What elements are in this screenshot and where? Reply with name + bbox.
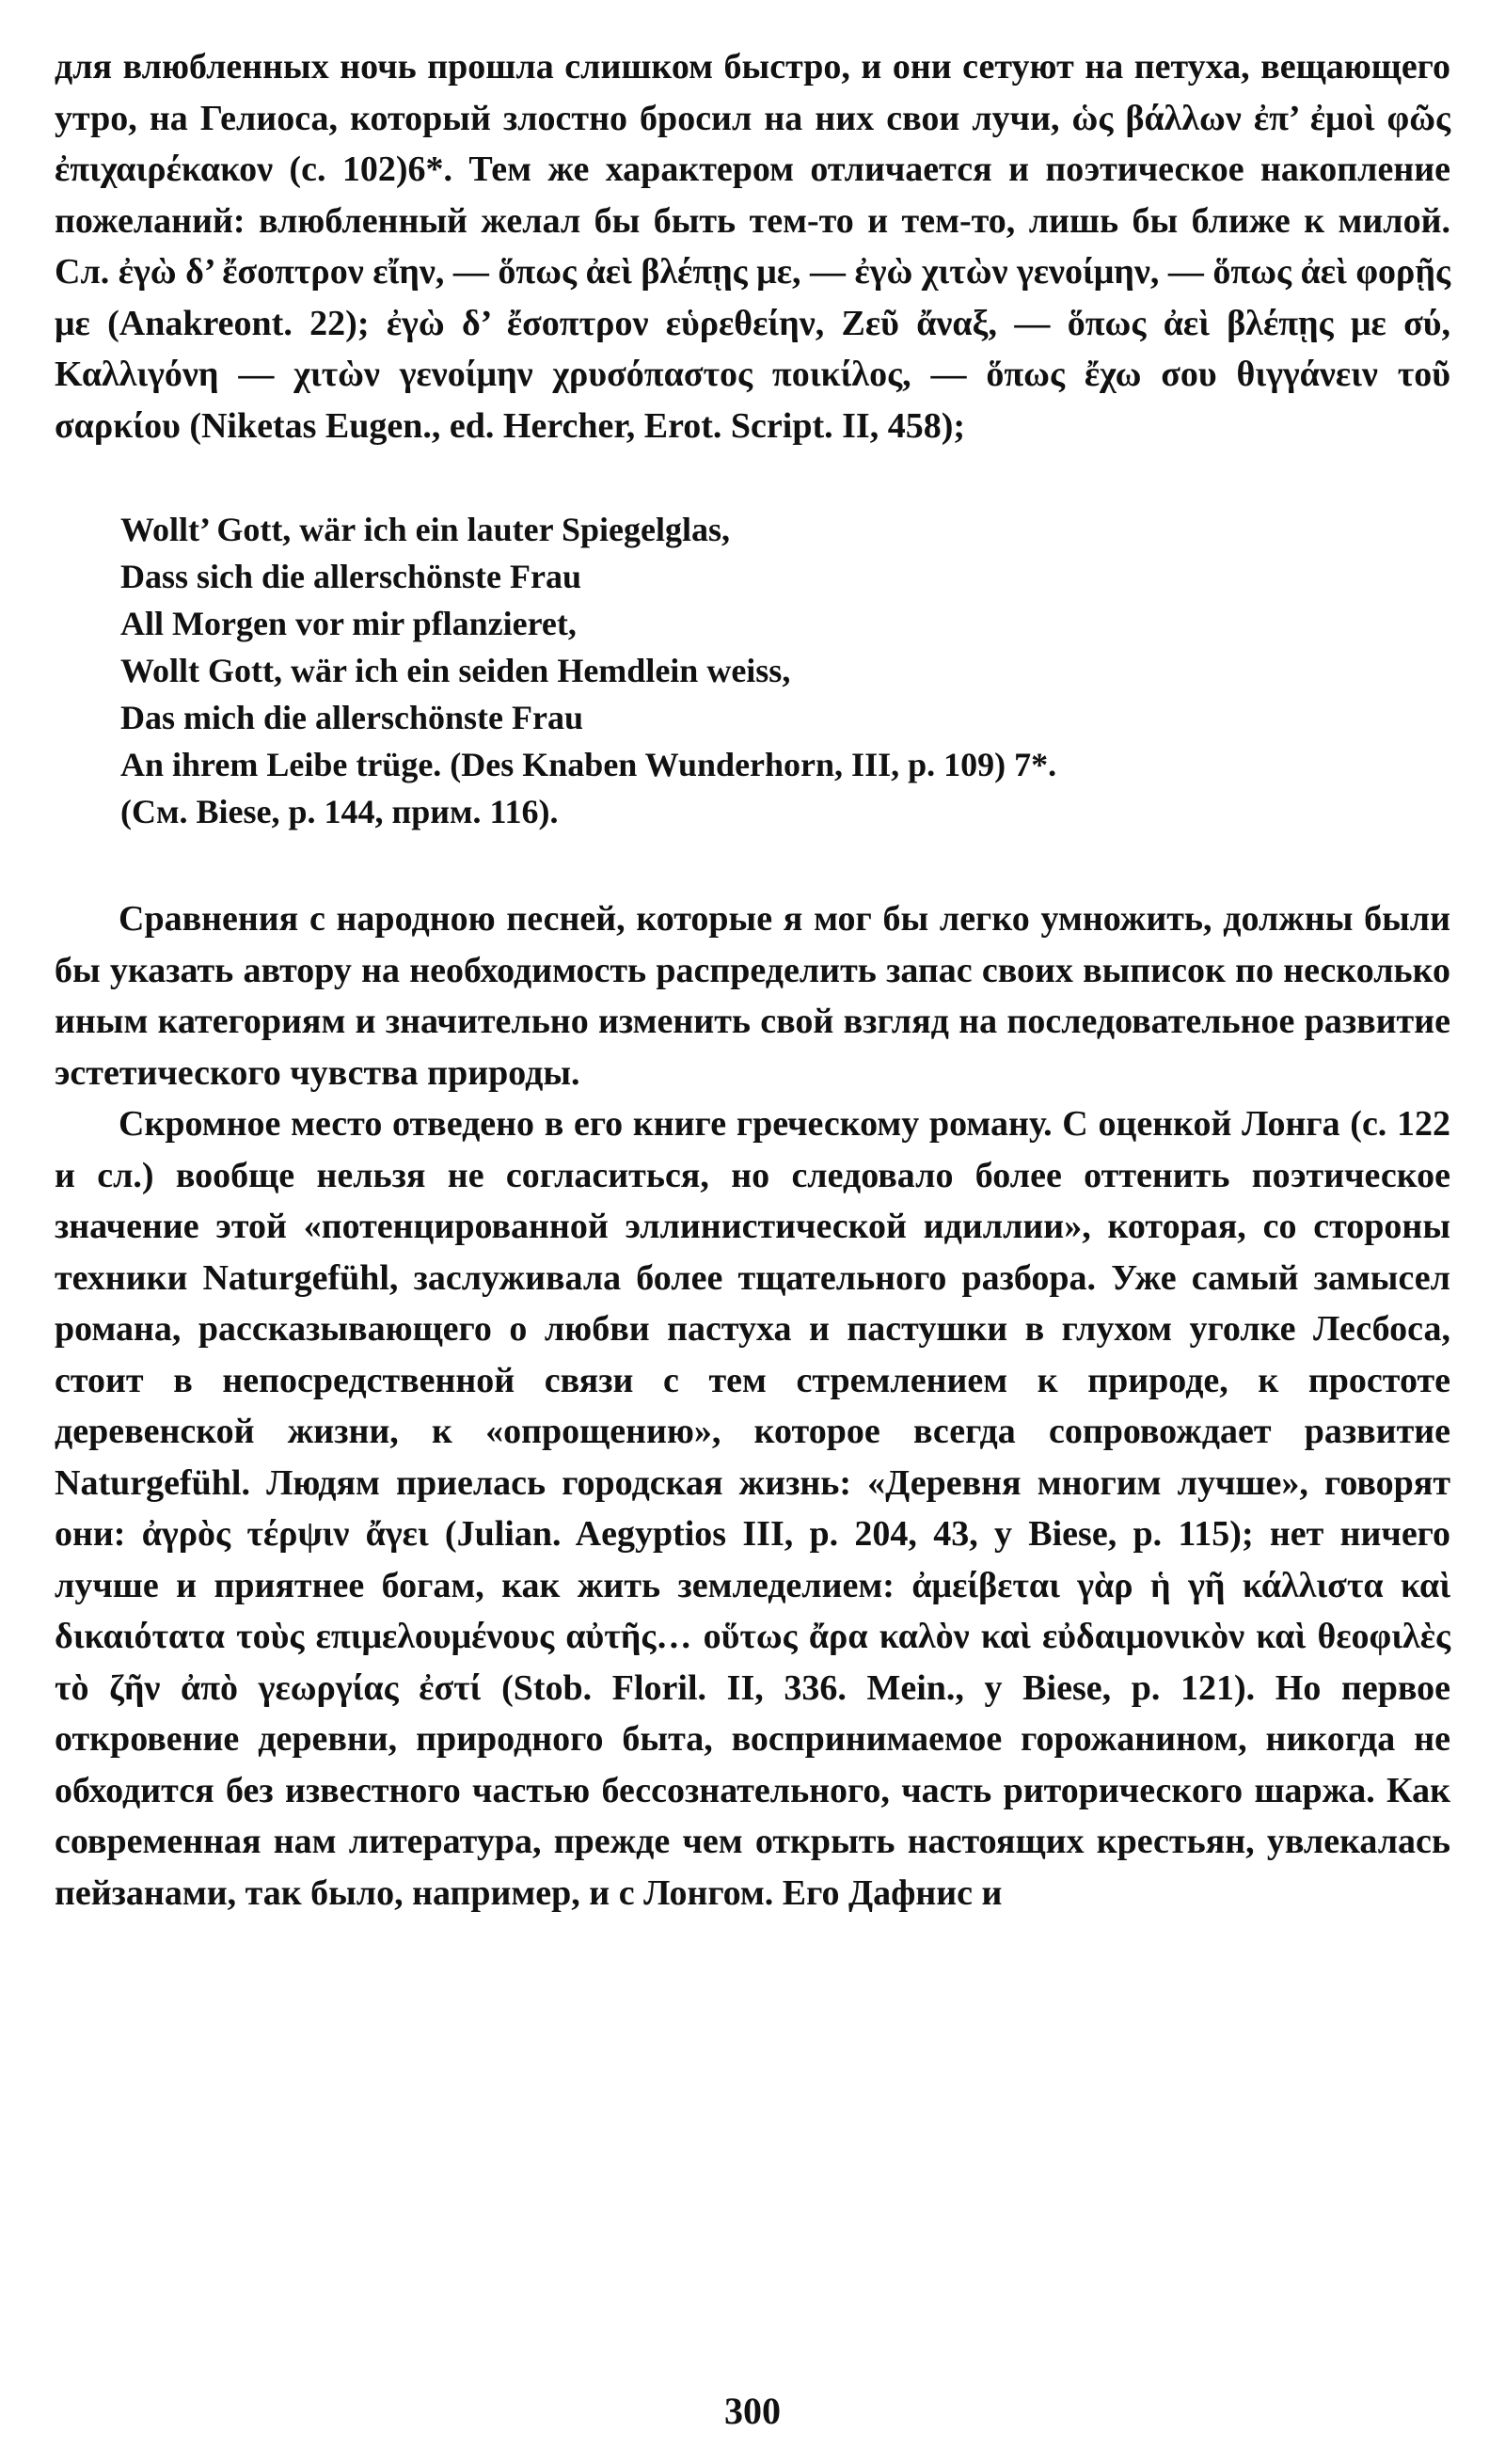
poem-line: Wollt Gott, wär ich ein seiden Hemdlein weiss, bbox=[120, 652, 791, 689]
poem-line: Wollt’ Gott, wär ich ein lauter Spiegelglas, bbox=[120, 511, 730, 548]
poem-line: Das mich die allerschönste Frau bbox=[120, 699, 583, 736]
poem-quotation bbox=[120, 506, 1450, 835]
spacer bbox=[55, 835, 1450, 893]
page-number: 300 bbox=[724, 2390, 781, 2432]
paragraph-folk-song: Сравнения с народною песней, которые я мог бы легко умножить, должны были бы указать автору на необходимость распределить запас своих выписок по несколько иным категориям и значительно изменить свой взгляд на последовательное развитие эстетического чувства природы. bbox=[55, 899, 1450, 1093]
spacer bbox=[55, 451, 1450, 506]
poem-line: All Morgen vor mir pflanzieret, bbox=[120, 605, 577, 642]
paragraph-greek-novel: Скромное место отведено в его книге греческому роману. С оценкой Лонга (с. 122 и сл.) вообще нельзя не согласиться, но следовало более оттенить поэтическое значение этой «потенцированной эллинистической идиллии», которая, со стороны техники Naturgefühl, заслуживала более тщательного разбора. Уже самый замысел романа, рассказывающего о любви пастуха и пастушки в глухом уголке Лесбоса, стоит в непосредственной связи с тем стремлением к природе, к простоте деревенской жизни, к «опрощению», которое всегда сопровождает развитие Naturgefühl. Людям приелась городская жизнь: «Деревня многим лучше», говорят они: ἀγρὸς τέρψιν ἄγει (Julian. Aegyptios III, p. 204, 43, у Biese, p. 115); нет ничего лучше и приятнее богам, как жить земледелием: ἀμείβεται γὰρ ἡ γῆ κάλλιστα καὶ δικαιότατα τοὺς επιμελουμένους αὐτῆς… οὕτως ἄρα καλὸν καὶ εὐδαιμονικὸν καὶ θεοφιλὲς τὸ ζῆν ἀπὸ γεωργίας ἐστί (Stob. Floril. II, 336. Mein., у Biese, p. 121). Но первое откровение деревни, природного быта, воспринимаемое горожанином, никогда не обходится без известного частью бессознательного, часть риторического шаржа. Как современная нам литература, прежде чем открыть настоящих крестьян, увлекалась пейзанами, так было, например, и с Лонгом. Его Дафнис и bbox=[55, 1104, 1450, 1913]
page-body bbox=[55, 41, 1450, 1919]
paragraph-continuation: для влюбленных ночь прошла слишком быстро, и они сетуют на петуха, вещающего утро, на Гелиоса, который злостно бросил на них свои лучи, ὡς βάλλων ἐπ’ ἐμοὶ φῶς ἐπιχαιρέκακον (с. 102)6*. Тем же характером отличается и поэтическое накопление пожеланий: влюбленный желал бы быть тем-то и тем-то, лишь бы ближе к милой. Сл. ἐγὼ δ’ ἔσοπτρον εἴην, — ὅπως ἀεὶ βλέπῃς με, — ἐγὼ χιτὼν γενοίμην, — ὅπως ἀεὶ φορῇς με (Anakreont. 22); ἐγὼ δ’ ἔσοπτρον εὑρεθείην, Ζεῦ ἄναξ, — ὅπως ἀεὶ βλέπῃς με σύ, Καλλιγόνη — χιτὼν γενοίμην χρυσόπαστος ποικίλος, — ὅπως ἔχω σου θιγγάνειν τοῦ σαρκίου (Niketas Eugen., ed. Hercher, Erot. Script. II, 458); bbox=[55, 47, 1450, 446]
poem-line: Dass sich die allerschönste Frau bbox=[120, 558, 581, 595]
poem-reference: (См. Biese, p. 144, прим. 116). bbox=[120, 793, 559, 830]
poem-line: An ihrem Leibe trüge. (Des Knaben Wunderhorn, III, p. 109) 7*. bbox=[120, 746, 1057, 783]
